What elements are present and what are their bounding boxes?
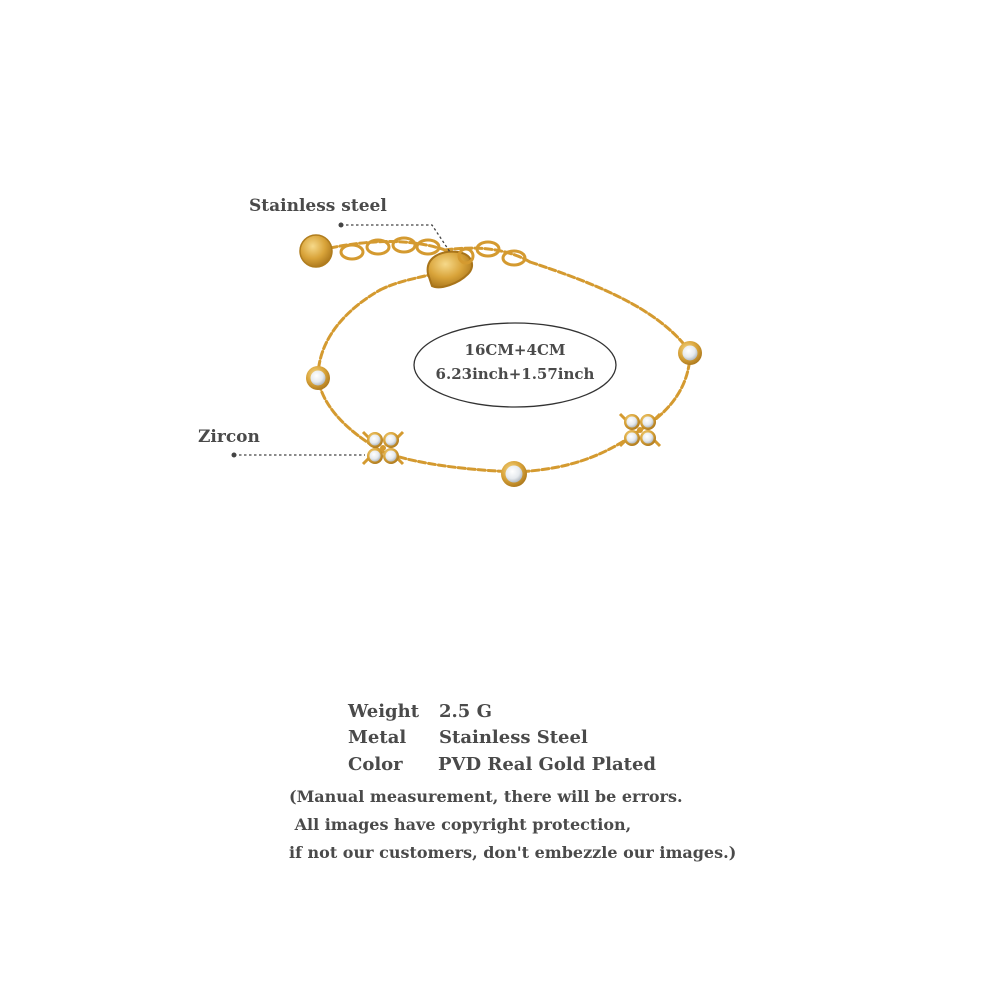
zircon-bezel-right (678, 341, 702, 365)
spec-row-color (348, 754, 668, 778)
spec-value: PVD Real Gold Plated (438, 754, 657, 775)
spec-value: Stainless Steel (439, 727, 588, 748)
lobster-clasp (428, 249, 473, 287)
spec-key: Color (348, 754, 403, 775)
spec-key: Metal (348, 727, 407, 748)
spec-value: 2.5 G (439, 701, 492, 722)
stainless-steel-label: Stainless steel (249, 196, 387, 216)
zircon-flower-right (620, 414, 660, 446)
zircon-bezel-left (306, 366, 330, 390)
note-line-3: if not our customers, don't embezzle our images.) (289, 843, 737, 862)
size-imperial: 6.23inch+1.57inch (435, 365, 595, 383)
note-line-1: (Manual measurement, there will be errors. (289, 787, 683, 806)
spec-row-metal (348, 727, 648, 751)
note-line-2: All images have copyright protection, (289, 815, 632, 834)
callout-zircon-leader (232, 453, 366, 458)
end-tag-disc (300, 235, 332, 267)
spec-row-weight (348, 701, 648, 725)
zircon-flower-left (363, 432, 403, 464)
spec-key: Weight (348, 701, 420, 722)
zircon-label: Zircon (198, 427, 260, 447)
size-metric: 16CM+4CM (464, 341, 566, 359)
zircon-bezel-bottom (501, 461, 527, 487)
